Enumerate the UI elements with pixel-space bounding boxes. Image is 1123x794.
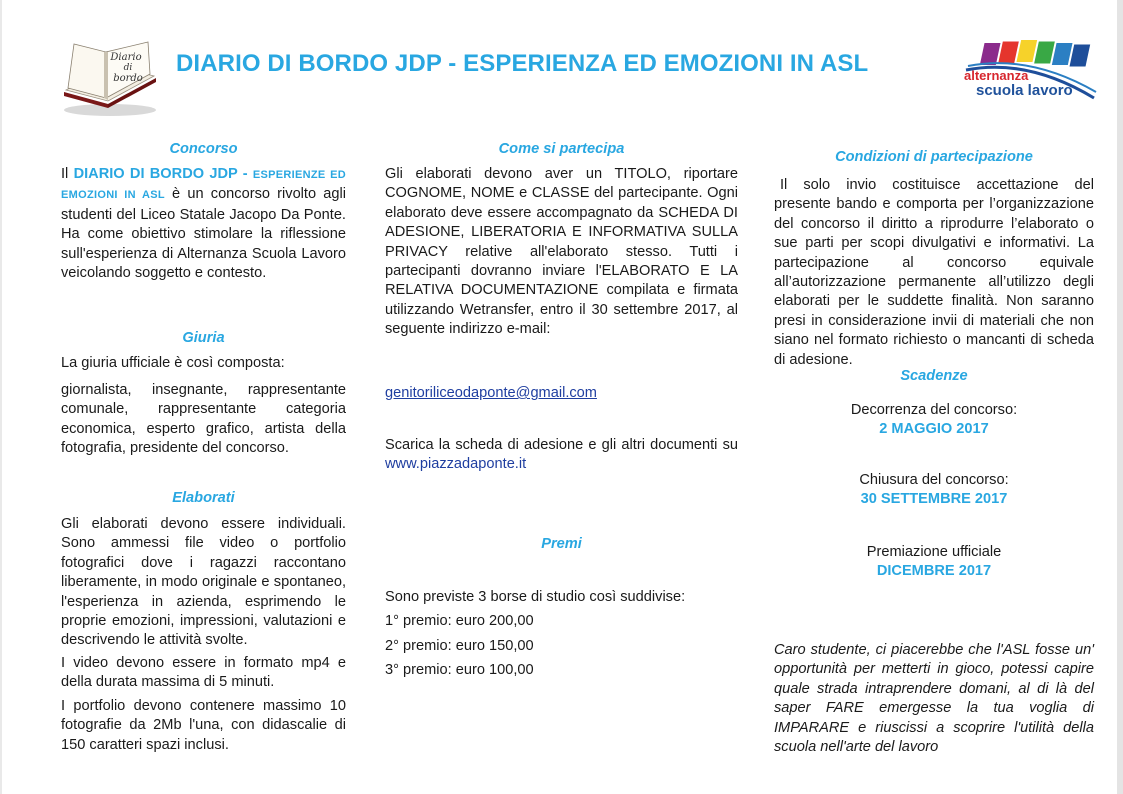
scadenza-start-label: Decorrenza del concorso:: [850, 402, 1018, 418]
scadenza-award-date: DICEMBRE 2017: [876, 563, 992, 580]
giuria-members-block: [61, 381, 346, 459]
website-link[interactable]: www.piazzadaponte.it: [385, 456, 527, 473]
page-edge-right: [1117, 0, 1123, 794]
elaborati-section: [61, 515, 346, 651]
condizioni-section: [774, 176, 1094, 370]
scadenza-start-date: 2 MAGGIO 2017: [879, 421, 989, 438]
closing-note-block: [774, 641, 1094, 757]
scadenza-end-label: Chiusura del concorso:: [859, 472, 1009, 488]
alternanza-logo-text: alternanza: [964, 68, 1029, 83]
condizioni-text: Il solo invio costituisce accettazione del presente bando e comporta per l’organizzazione del concorso il diritto a riprodurre l’elaborato o sue parti per scopi divulgativi e informativi. La partecipazione al concorso equivale all’autorizzazione permanente all’utilizzo degli elaborati per le suddette finalità. Non saranno presi in considerazione invii di materiali che non siano nel formato richiesto o mancanti di scheda di adesione.: [774, 177, 1094, 368]
premi-section: [385, 588, 738, 681]
elaborati-portfolio-block: [61, 697, 346, 755]
alternanza-logo-bar: [1034, 42, 1055, 64]
giuria-intro: La giuria ufficiale è così composta:: [61, 355, 285, 371]
concorso-intro-prefix: Il: [61, 166, 74, 182]
page-edge-left: [0, 0, 2, 794]
alternanza-logo-bar: [998, 42, 1019, 64]
condizioni-heading: Condizioni di partecipazione: [835, 149, 1033, 165]
download-text: Scarica la scheda di adesione e gli altri documenti su: [385, 437, 738, 453]
elaborati-video-rules: I video devono essere in formato mp4 e della durata massima di 5 minuti.: [61, 655, 346, 691]
partecipa-text: Gli elaborati devono aver un TITOLO, riportare COGNOME, NOME e CLASSE del partecipante. Ogni elaborato deve essere accompagnato da SCHEDA DI ADESIONE, LIBERATORIA E INFORMATIVA SULLA PRIVACY relative all'elaborato stesso. Tutti i partecipanti dovranno inviare l'ELABORATO E LA RELATIVA DOCUMENTAZIONE compilata e firmata utilizzando Wetransfer, entro il 30 settembre 2017, al seguente indirizzo e-mail:: [385, 166, 738, 338]
scadenza-award: [774, 543, 1094, 582]
elaborati-video-block: [61, 654, 346, 693]
premi-intro: Sono previste 3 borse di studio così suddivise:: [385, 589, 686, 605]
email-link[interactable]: genitoriliceodaponte@gmail.com: [385, 385, 597, 401]
scadenza-end: [774, 471, 1094, 510]
alternanza-logo-bar: [980, 43, 1001, 65]
giuria-section: [61, 354, 346, 373]
closing-note: Caro studente, ci piacerebbe che l'ASL fosse un' opportunità per metterti in gioco, potessi capire quale strada intraprendere domani, al di là del saper FARE emergesse la tua voglia di IMPARARE e riuscissi a scoprire l'utilità della scuola nell'arte del lavoro: [774, 642, 1094, 756]
giuria-members: giornalista, insegnante, rappresentante comunale, rappresentante categoria economica, esperto grafico, artista della fotografia, presidente del concorso.: [61, 382, 346, 457]
premi-item-2: 2° premio: euro 150,00: [385, 637, 534, 654]
concorso-name-subtitle: ESPERIENZE ED EMOZIONI IN ASL: [61, 169, 346, 202]
premi-heading: Premi: [541, 536, 582, 552]
giuria-heading: Giuria: [182, 330, 225, 346]
page-title: DIARIO DI BORDO JDP - ESPERIENZA ED EMOZIONI IN ASL: [176, 50, 869, 77]
premi-item-1: 1° premio: euro 200,00: [385, 613, 534, 630]
premi-item-3: 3° premio: euro 100,00: [385, 662, 534, 679]
book-logo-text-line3: bordo: [113, 73, 143, 84]
alternanza-logo-bar: [1052, 43, 1073, 65]
partecipa-section: [385, 165, 738, 340]
scadenza-award-label: Premiazione ufficiale: [866, 544, 1002, 560]
alternanza-logo-bar: [1070, 45, 1091, 67]
concorso-text: [61, 165, 346, 283]
diario-book-logo: [58, 38, 162, 118]
partecipa-download-block: [385, 436, 738, 475]
concorso-name: DIARIO DI BORDO JDP -: [73, 166, 253, 182]
concorso-description: è un concorso rivolto agli studenti del Liceo Statale Jacopo Da Ponte. Ha come obiettivo stimolare la riflessione sull'esperienza di Alternanza Scuola Lavoro veicolando soggetto e contesto.: [61, 186, 347, 282]
alternanza-logo-bar: [1016, 40, 1037, 62]
partecipa-email-block: [385, 384, 738, 403]
scadenze-heading: Scadenze: [900, 368, 968, 384]
elaborati-portfolio-rules: I portfolio devono contenere massimo 10 fotografie da 2Mb l'una, con didascalie di 150 caratteri spazi inclusi.: [61, 698, 346, 753]
elaborati-heading: Elaborati: [172, 490, 235, 506]
concorso-heading: Concorso: [169, 141, 238, 157]
book-logo-text-line1: Diario: [110, 52, 142, 63]
book-logo-text-line2: di: [123, 63, 133, 73]
download-text-paragraph: [385, 436, 738, 475]
scadenza-end-date: 30 SETTEMBRE 2017: [860, 491, 1008, 508]
scuola-lavoro-logo-text: scuola lavoro: [976, 82, 1073, 99]
elaborati-text: Gli elaborati devono essere individuali. Sono ammessi file video o portfolio fotografici dove i ragazzi raccontano liberamente, in modo originale e spontaneo, l'esperienza in azienda, esprimendo le proprie emozioni, impressioni, valutazioni e descrivendo le attività svolte.: [61, 516, 346, 649]
partecipa-heading: Come si partecipa: [498, 141, 625, 157]
scadenza-start: [774, 401, 1094, 440]
concorso-section: [61, 165, 346, 283]
